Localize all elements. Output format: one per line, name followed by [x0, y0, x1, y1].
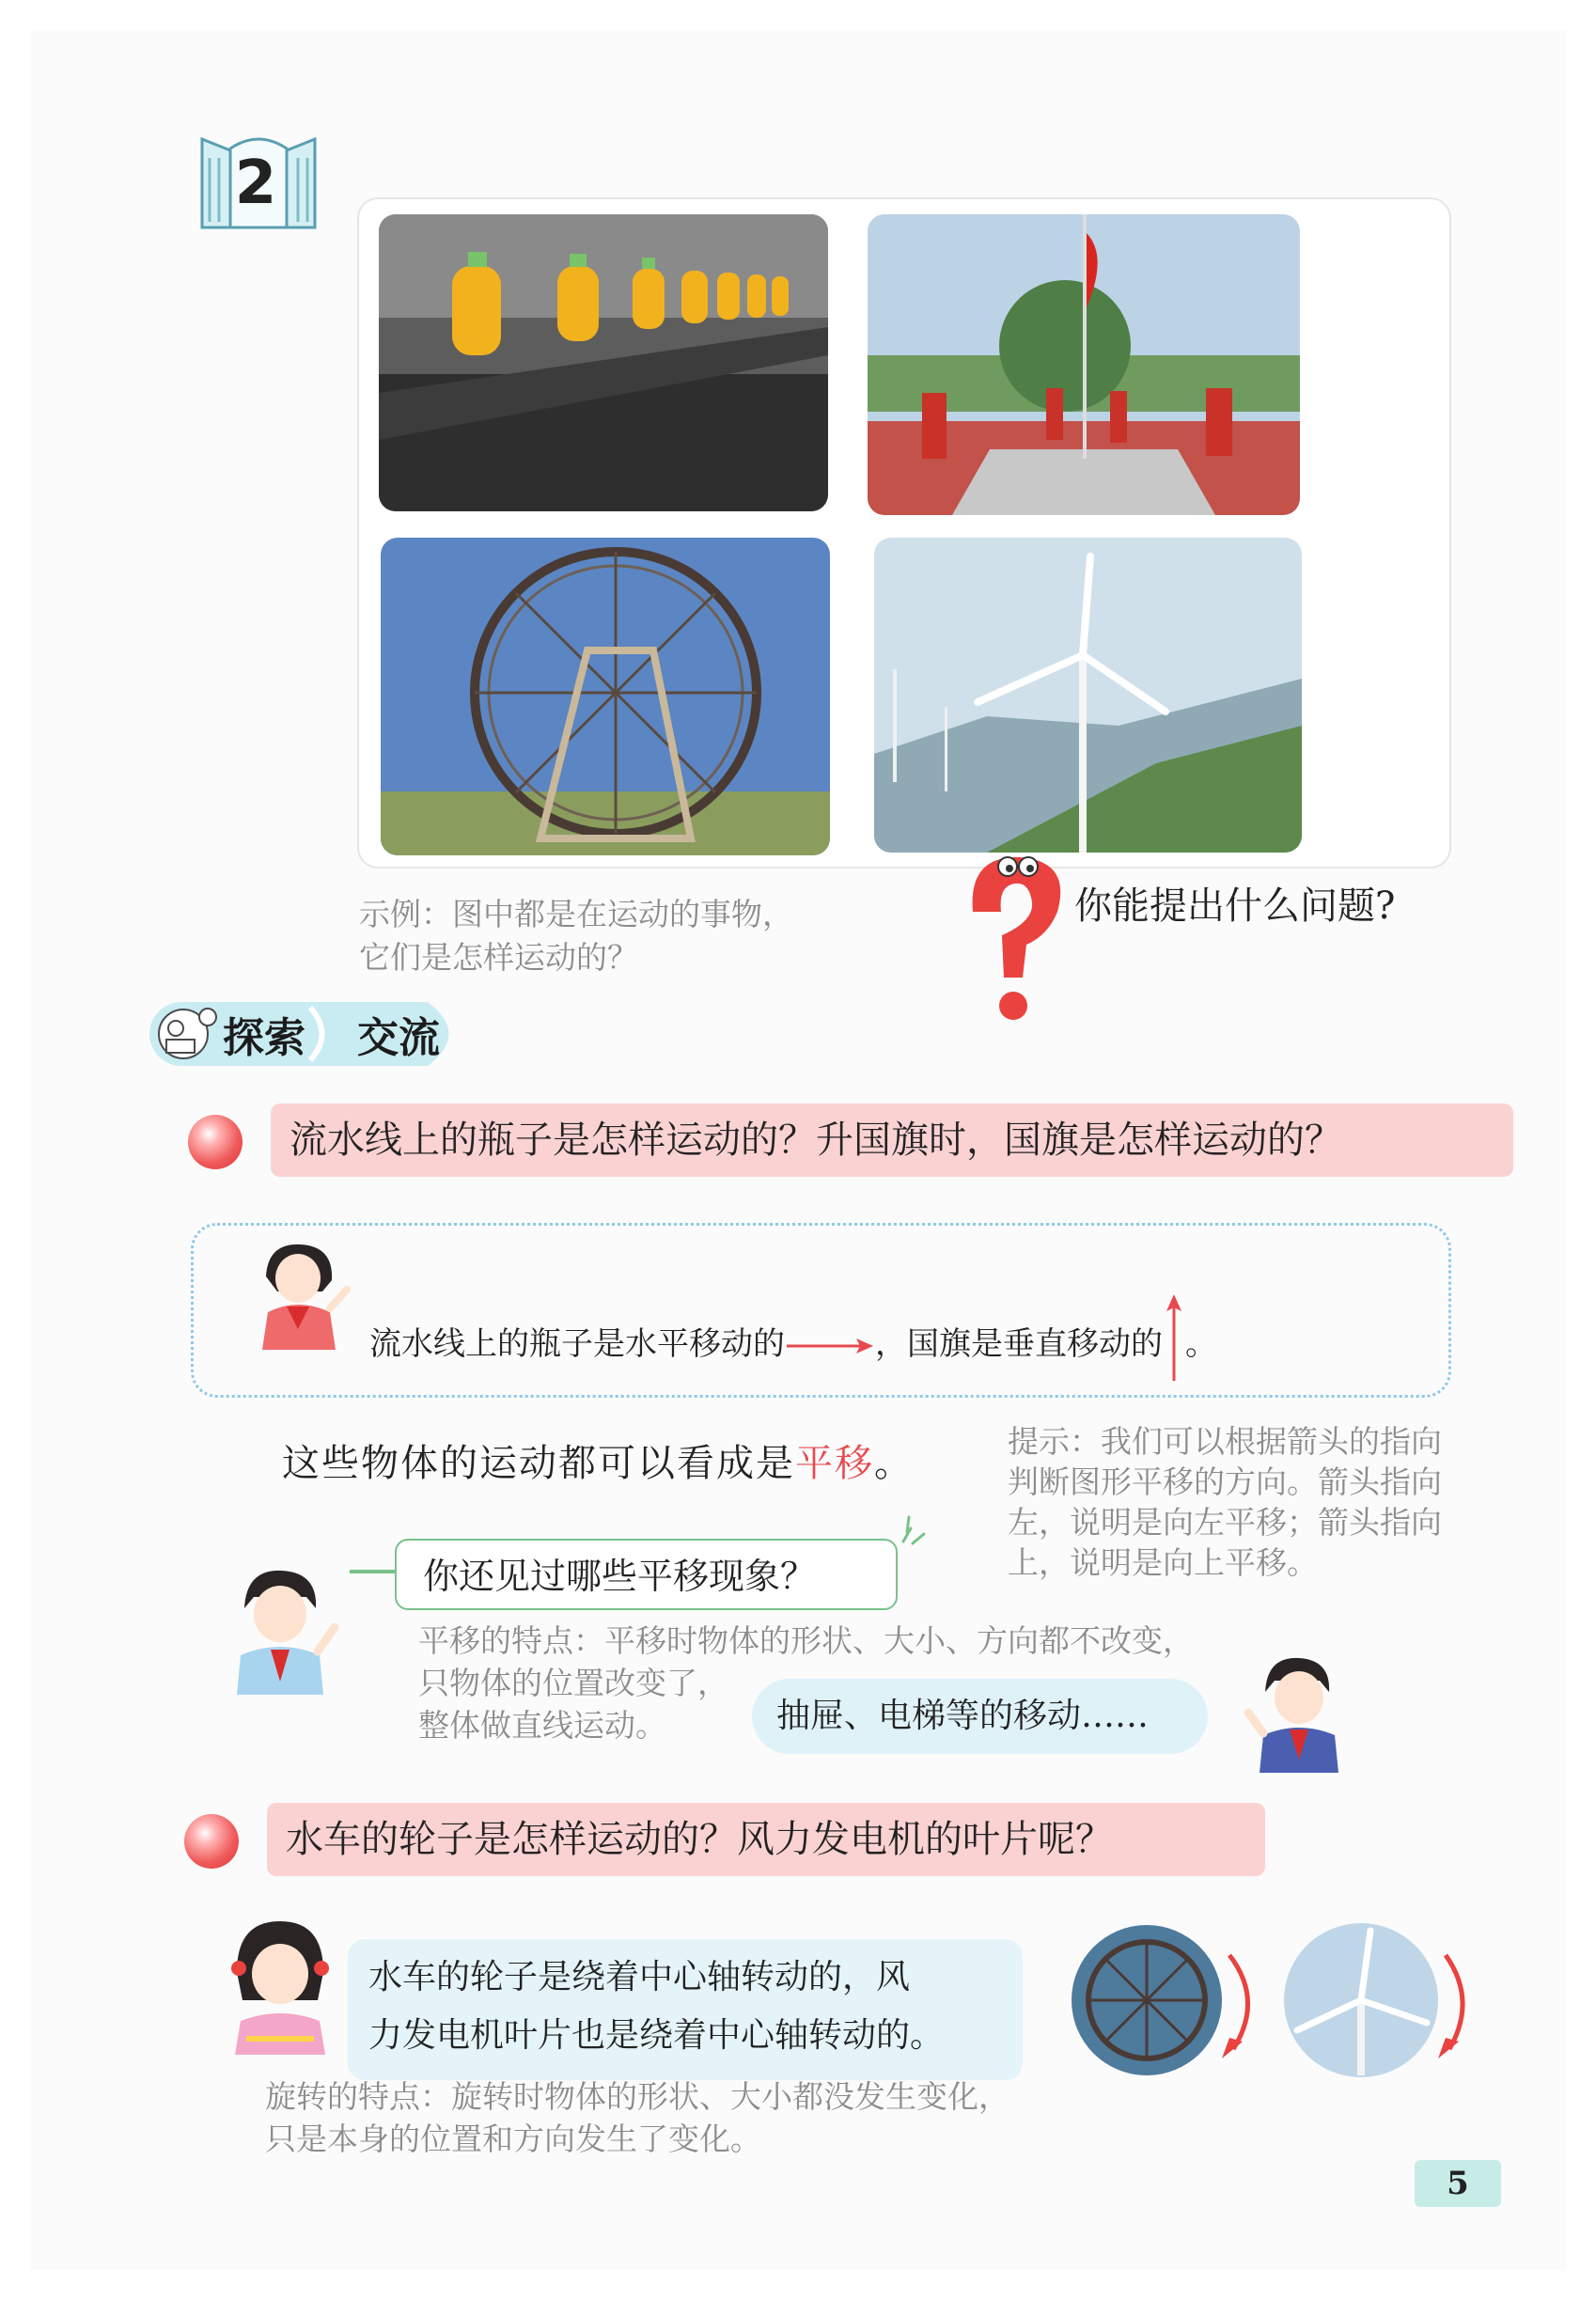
- rotation-illustration: [1072, 1918, 1485, 2082]
- answer-bubble: 抽屉、电梯等的移动……: [752, 1679, 1208, 1754]
- answer-1: 流水线上的瓶子是水平移动的 ，国旗是垂直移动的 。: [369, 1292, 1217, 1383]
- hint-note: 提示：我们可以根据箭头的指向 判断图形平移的方向。箭头指向 左，说明是向左平移；箭头指向 上，说明是向上平移。: [1008, 1423, 1442, 1581]
- girl-character-icon-2: [224, 1916, 336, 2057]
- exchange-title: 交流: [357, 1014, 440, 1062]
- example-note: 示例：图中都是在运动的事物， 它们是怎样运动的？: [359, 896, 793, 976]
- boy-character-icon: [226, 1565, 338, 1697]
- translation-statement: 这些物体的运动都可以看成是平移。: [282, 1442, 914, 1485]
- question-bubble: 你还见过哪些平移现象？: [395, 1539, 898, 1610]
- explore-title: 探索: [223, 1014, 305, 1062]
- spark-icon: [898, 1513, 935, 1547]
- photo-flag-raising: [868, 214, 1300, 515]
- right-arrow-icon: [785, 1335, 875, 1357]
- bullet-ball-icon: [188, 1115, 243, 1169]
- translation-trait: 平移的特点：平移时物体的形状、大小、方向都不改变， 只物体的位置改变了， 整体做直线运动。: [418, 1622, 1194, 1744]
- bubble-connector: [350, 1570, 397, 1573]
- question-1: 流水线上的瓶子是怎样运动的？升国旗时，国旗是怎样运动的？: [271, 1104, 1513, 1177]
- bullet-ball-icon-2: [184, 1814, 239, 1869]
- translation-term: 平移: [795, 1442, 874, 1485]
- question-mark-character-icon: [949, 846, 1076, 1025]
- photo-wind-turbines: [874, 538, 1302, 853]
- rotation-trait: 旋转的特点：旋转时物体的形状、大小都没发生变化， 只是本身的位置和方向发生了变化。: [265, 2078, 1009, 2157]
- section-number: 2: [234, 149, 277, 218]
- up-arrow-icon: [1163, 1292, 1185, 1383]
- photo-bottling-line: [379, 214, 828, 511]
- photo-water-wheel: [381, 538, 830, 855]
- question-prompt: 你能提出什么问题?: [1074, 884, 1396, 928]
- question-2: 水车的轮子是怎样运动的？风力发电机的叶片呢？: [267, 1803, 1265, 1876]
- page-number: 5: [1415, 2160, 1501, 2207]
- answer-2: 水车的轮子是绕着中心轴转动的，风 力发电机叶片也是绕着中心轴转动的。: [348, 1939, 1023, 2080]
- girl-character-icon: [249, 1239, 352, 1352]
- boy-character-icon-2: [1241, 1652, 1344, 1775]
